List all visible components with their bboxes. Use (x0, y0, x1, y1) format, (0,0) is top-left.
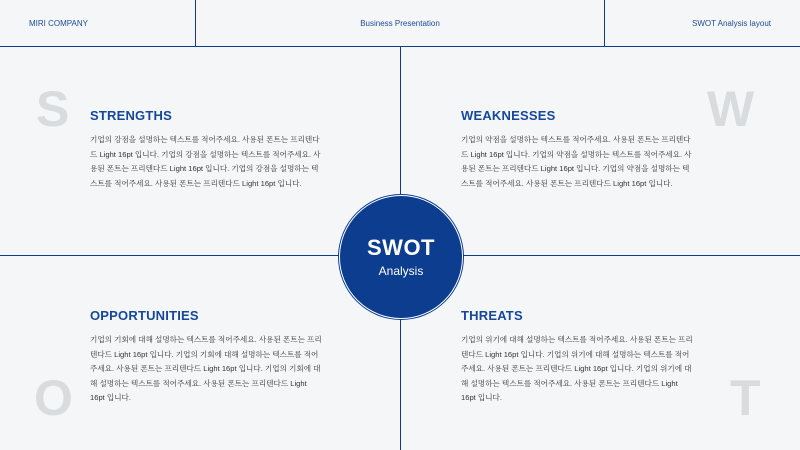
swot-subtitle: Analysis (378, 264, 424, 278)
opportunities-heading: OPPORTUNITIES (90, 308, 199, 323)
body-line: 16pt 입니다. (90, 393, 132, 402)
body-line: 주세요. 사용된 폰트는 프리텐다드 Light 16pt 입니다. 기업의 위기에 대 (461, 364, 692, 373)
swot-center-circle (339, 195, 463, 319)
weaknesses-letter: W (707, 81, 755, 137)
opportunities-body (90, 333, 342, 406)
swot-title: SWOT (367, 235, 435, 260)
body-line: 드 Light 16pt 입니다. 기업의 약점을 설명하는 텍스트를 적어주세요. 사 (461, 149, 692, 159)
body-line: 기업의 약점을 설명하는 텍스트를 적어주세요. 사용된 폰트는 프리텐다 (461, 135, 691, 144)
threats-letter: T (730, 370, 761, 426)
layout-label: SWOT Analysis layout (692, 19, 771, 28)
header-bar (0, 0, 800, 47)
weaknesses-heading: WEAKNESSES (461, 108, 556, 123)
body-line: 기업의 강점을 설명하는 텍스트를 적어주세요. 사용된 폰트는 프리텐다 (90, 135, 320, 144)
body-line: 기업의 위기에 대해 설명하는 텍스트를 적어주세요. 사용된 폰트는 프리 (461, 335, 693, 344)
strengths-body (90, 133, 342, 191)
threats-body (461, 333, 713, 406)
body-line: 해 설명하는 텍스트를 적어주세요. 사용된 폰트는 프리텐다드 Light (461, 378, 678, 388)
body-line: 텐다드 Light 16pt 입니다. 기업의 기회에 대해 설명하는 텍스트를 적어 (90, 349, 319, 359)
body-line: 용된 폰트는 프리텐다드 Light 16pt 입니다. 기업의 강점을 설명하는 텍 (90, 164, 319, 173)
threats-heading: THREATS (461, 308, 523, 323)
weaknesses-body (461, 133, 713, 191)
strengths-heading: STRENGTHS (90, 108, 172, 123)
header-divider-right (604, 0, 605, 47)
presentation-title: Business Presentation (360, 19, 440, 28)
strengths-letter: S (36, 81, 70, 137)
opportunities-letter: O (34, 370, 73, 426)
body-line: 16pt 입니다. (461, 393, 503, 402)
body-line: 기업의 기회에 대해 설명하는 텍스트를 적어주세요. 사용된 폰트는 프리 (90, 335, 322, 344)
body-line: 해 설명하는 텍스트를 적어주세요. 사용된 폰트는 프리텐다드 Light (90, 378, 307, 388)
header-divider-left (195, 0, 196, 47)
body-line: 용된 폰트는 프리텐다드 Light 16pt 입니다. 기업의 약점을 설명하는 텍 (461, 164, 690, 173)
body-line: 스트를 적어주세요. 사용된 폰트는 프리텐다드 Light 16pt 입니다. (461, 178, 673, 188)
body-line: 스트를 적어주세요. 사용된 폰트는 프리텐다드 Light 16pt 입니다. (90, 178, 302, 188)
body-line: 주세요. 사용된 폰트는 프리텐다드 Light 16pt 입니다. 기업의 기회에 대 (90, 364, 321, 373)
body-line: 드 Light 16pt 입니다. 기업의 강점을 설명하는 텍스트를 적어주세요. 사 (90, 149, 321, 159)
body-line: 텐다드 Light 16pt 입니다. 기업의 위기에 대해 설명하는 텍스트를 적어 (461, 349, 690, 359)
company-name: MIRI COMPANY (29, 19, 88, 28)
